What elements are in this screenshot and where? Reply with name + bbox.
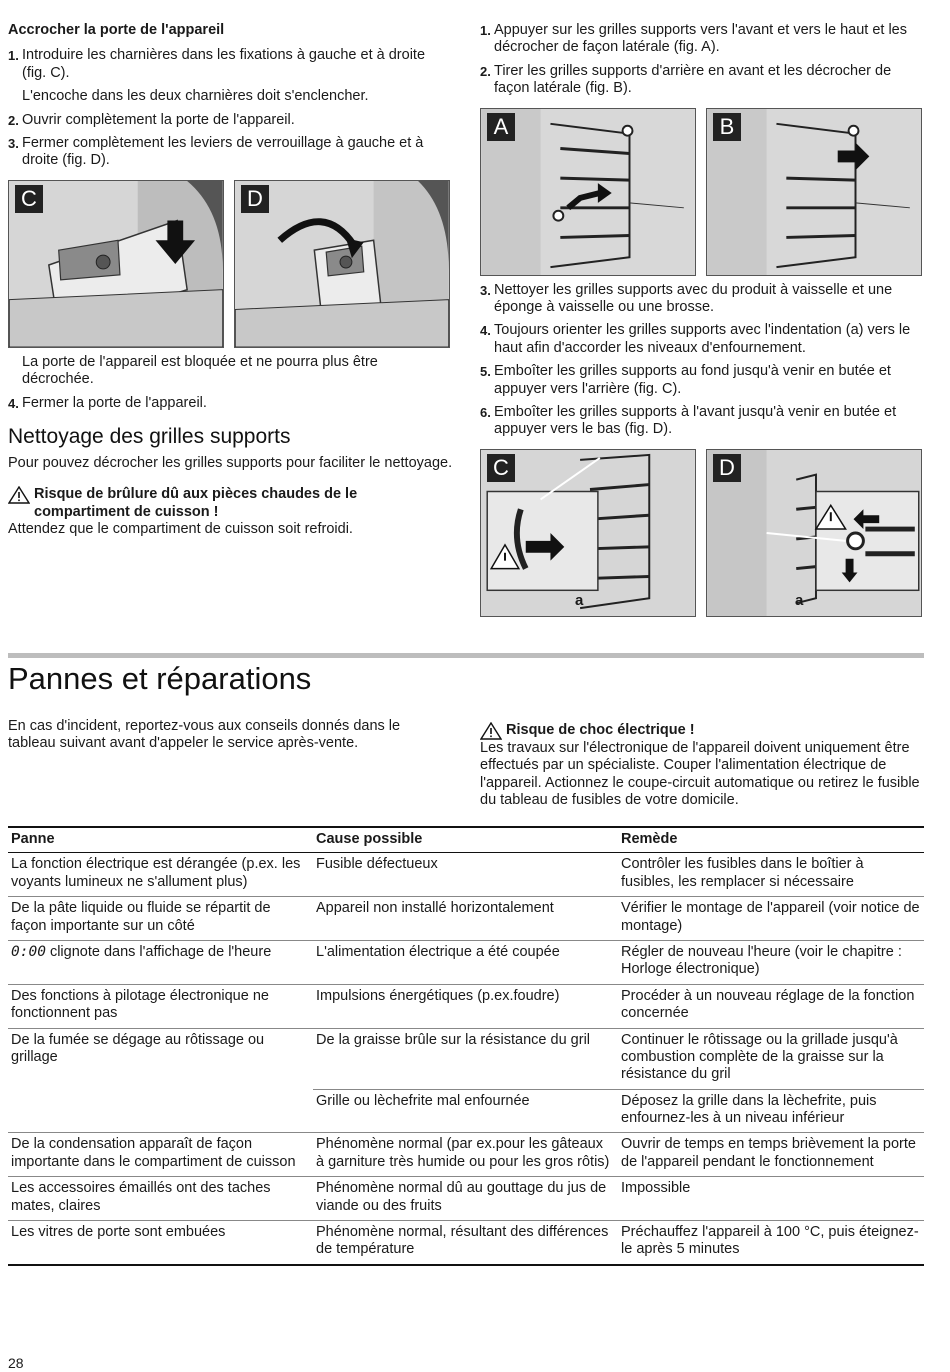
figure-d-rack-front bbox=[706, 449, 922, 617]
electric-warning-title bbox=[480, 722, 925, 740]
remede-cell: Régler de nouveau l'heure (voir le chapitre : Horloge électronique) bbox=[618, 940, 924, 984]
remede-cell: Vérifier le montage de l'appareil (voir notice de montage) bbox=[618, 897, 924, 941]
figure-label: B bbox=[713, 113, 741, 141]
remede-cell: Contrôler les fusibles dans le boîtier à fusibles, les remplacer si nécessaire bbox=[618, 853, 924, 897]
section-intro: Pour pouvez décrocher les grilles supports pour faciliter le nettoyage. bbox=[8, 455, 453, 472]
figure-label: A bbox=[487, 113, 515, 141]
hang-door-subtitle: Accrocher la porte de l'appareil bbox=[8, 22, 225, 38]
step-item bbox=[480, 404, 925, 439]
step-number: 3. bbox=[8, 135, 19, 151]
step-number: 3. bbox=[480, 282, 491, 298]
remede-cell: Impossible bbox=[618, 1177, 924, 1221]
remede-cell: Préchauffez l'appareil à 100 °C, puis éteignez-le après 5 minutes bbox=[618, 1221, 924, 1265]
troubleshooting-table bbox=[8, 826, 924, 1266]
step-number: 2. bbox=[8, 112, 19, 128]
step-item bbox=[480, 22, 925, 57]
step-text: Emboîter les grilles supports à l'avant jusqu'à venir en butée et appuyer vers le bas (fig. D). bbox=[494, 403, 897, 438]
step-number: 1. bbox=[8, 48, 19, 64]
step-note: L'encoche dans les deux charnières doit s'enclencher. bbox=[22, 88, 369, 105]
figure-row-remove-racks bbox=[480, 108, 925, 276]
step-text: Toujours orienter les grilles supports avec l'indentation (a) vers le haut afin d'accorder les niveaux d'enfournement. bbox=[494, 322, 911, 356]
panne-cell: La fonction électrique est dérangée (p.ex. les voyants lumineux ne s'allument plus) bbox=[8, 853, 313, 897]
column-header: Panne bbox=[8, 827, 313, 853]
panne-cell bbox=[8, 1089, 313, 1133]
cause-cell: Phénomène normal (par ex.pour les gâteaux à garniture très humide ou pour les gros rôtis) bbox=[313, 1133, 618, 1177]
figure-b-rack bbox=[706, 108, 922, 276]
figure-row-insert-racks bbox=[480, 449, 925, 617]
cause-cell: Grille ou lèchefrite mal enfournée bbox=[313, 1089, 618, 1133]
warning-title-text: Risque de choc électrique ! bbox=[506, 722, 695, 738]
figure-d-lever bbox=[234, 180, 450, 348]
table-row bbox=[8, 1133, 924, 1177]
figure-c-rack-rear bbox=[480, 449, 696, 617]
electric-warning-text: Les travaux sur l'électronique de l'appareil doivent uniquement être effectués par un spécialiste. Couper l'alimentation électrique de l'appareil. Actionnez le coupe-circuit automatique ou retirez le fusible du tableau de fusibles de votre domicile. bbox=[480, 740, 920, 809]
remede-cell: Procéder à un nouveau réglage de la fonction concernée bbox=[618, 984, 924, 1028]
table-row bbox=[8, 1221, 924, 1265]
warning-title-text: Risque de brûlure dû aux pièces chaudes de le compartiment de cuisson ! bbox=[34, 486, 358, 520]
table-row bbox=[8, 984, 924, 1028]
panne-cell: Les vitres de porte sont embuées bbox=[8, 1221, 313, 1265]
indentation-marker: a bbox=[575, 591, 584, 609]
table-row bbox=[8, 1028, 924, 1089]
step-item bbox=[480, 282, 925, 317]
step-number: 2. bbox=[480, 63, 491, 79]
cause-cell: De la graisse brûle sur la résistance du gril bbox=[313, 1028, 618, 1089]
cause-cell: L'alimentation électrique a été coupée bbox=[313, 940, 618, 984]
remede-cell: Ouvrir de temps en temps brièvement la porte de l'appareil pendant le fonctionnement bbox=[618, 1133, 924, 1177]
step-item bbox=[480, 63, 925, 98]
table-header-row bbox=[8, 827, 924, 853]
warning-triangle-icon bbox=[8, 486, 30, 504]
step-text: Ouvrir complètement la porte de l'appareil. bbox=[22, 111, 295, 128]
step-number: 4. bbox=[8, 395, 19, 411]
panne-text: clignote dans l'affichage de l'heure bbox=[45, 943, 272, 960]
troubleshooting-title: Pannes et réparations bbox=[8, 661, 312, 696]
step-text: Appuyer sur les grilles supports vers l'avant et vers le haut et les décrocher de façon latérale (fig. A). bbox=[494, 22, 907, 56]
step-text: Fermer la porte de l'appareil. bbox=[22, 394, 207, 411]
remede-cell: Déposez la grille dans la lèchefrite, puis enfournez-les à un niveau inférieur bbox=[618, 1089, 924, 1133]
cause-cell: Impulsions énergétiques (p.ex.foudre) bbox=[313, 984, 618, 1028]
step-item bbox=[8, 112, 453, 129]
step-item bbox=[480, 363, 925, 398]
step-text: Nettoyer les grilles supports avec du produit à vaisselle et une éponge à vaisselle ou une brosse. bbox=[494, 281, 893, 315]
figure-row-hinges bbox=[8, 180, 453, 348]
step-item bbox=[480, 322, 925, 357]
panne-cell: Les accessoires émaillés ont des taches mates, claires bbox=[8, 1177, 313, 1221]
step-item bbox=[8, 135, 453, 170]
figure-label: D bbox=[713, 454, 741, 482]
door-locked-note: La porte de l'appareil est bloquée et ne pourra plus être décrochée. bbox=[22, 353, 378, 388]
burn-warning-text: Attendez que le compartiment de cuisson soit refroidi. bbox=[8, 521, 353, 538]
cause-cell: Phénomène normal, résultant des différences de température bbox=[313, 1221, 618, 1265]
table-row bbox=[8, 940, 924, 984]
step-item bbox=[8, 395, 453, 412]
step-text: Emboîter les grilles supports au fond jusqu'à venir en butée et appuyer vers l'arrière (fig. C). bbox=[494, 363, 891, 397]
step-text: Tirer les grilles supports d'arrière en avant et les décrocher de façon latérale (fig. B). bbox=[494, 62, 892, 97]
section-title-rack-cleaning: Nettoyage des grilles supports bbox=[8, 424, 291, 448]
step-number: 4. bbox=[480, 323, 491, 339]
step-number: 5. bbox=[480, 364, 491, 380]
figure-label: C bbox=[15, 185, 43, 213]
panne-cell bbox=[8, 940, 313, 984]
table-row bbox=[8, 897, 924, 941]
figure-c-hinge bbox=[8, 180, 224, 348]
step-number: 1. bbox=[480, 23, 491, 38]
cause-cell: Appareil non installé horizontalement bbox=[313, 897, 618, 941]
step-text: Fermer complètement les leviers de verrouillage à gauche et à droite (fig. D). bbox=[22, 134, 424, 169]
right-column bbox=[480, 22, 925, 617]
clock-display-symbol: 0:00 bbox=[11, 943, 46, 960]
remede-cell: Continuer le rôtissage ou la grillade jusqu'à combustion complète de la graisse sur la résistance du gril bbox=[618, 1028, 924, 1089]
panne-cell: De la fumée se dégage au rôtissage ou grillage bbox=[11, 1031, 265, 1065]
cause-cell: Phénomène normal dû au gouttage du jus de viande ou des fruits bbox=[313, 1177, 618, 1221]
burn-warning-title bbox=[8, 486, 453, 521]
section-divider bbox=[8, 653, 924, 658]
warning-triangle-icon bbox=[480, 722, 502, 740]
left-column bbox=[8, 22, 453, 539]
page-number: 28 bbox=[8, 1355, 24, 1371]
column-header: Remède bbox=[618, 827, 924, 853]
step-text: Introduire les charnières dans les fixations à gauche et à droite (fig. C). bbox=[22, 47, 426, 81]
cause-cell: Fusible défectueux bbox=[313, 853, 618, 897]
panne-cell: De la condensation apparaît de façon importante dans le compartiment de cuisson bbox=[8, 1133, 313, 1177]
figure-label: D bbox=[241, 185, 269, 213]
figure-label: C bbox=[487, 454, 515, 482]
electric-warning bbox=[480, 722, 925, 810]
figure-a-rack bbox=[480, 108, 696, 276]
column-header: Cause possible bbox=[313, 827, 618, 853]
table-row bbox=[8, 853, 924, 897]
step-item bbox=[8, 47, 453, 82]
table-row bbox=[8, 1177, 924, 1221]
table-row bbox=[8, 1089, 924, 1133]
panne-cell: Des fonctions à pilotage électronique ne fonctionnent pas bbox=[8, 984, 313, 1028]
step-number: 6. bbox=[480, 404, 491, 420]
panne-cell: De la pâte liquide ou fluide se répartit de façon importante sur un côté bbox=[8, 897, 313, 941]
indentation-marker: a bbox=[795, 591, 804, 609]
troubleshooting-intro: En cas d'incident, reportez-vous aux conseils donnés dans le tableau suivant avant d'appeler le service après-vente. bbox=[8, 718, 401, 752]
